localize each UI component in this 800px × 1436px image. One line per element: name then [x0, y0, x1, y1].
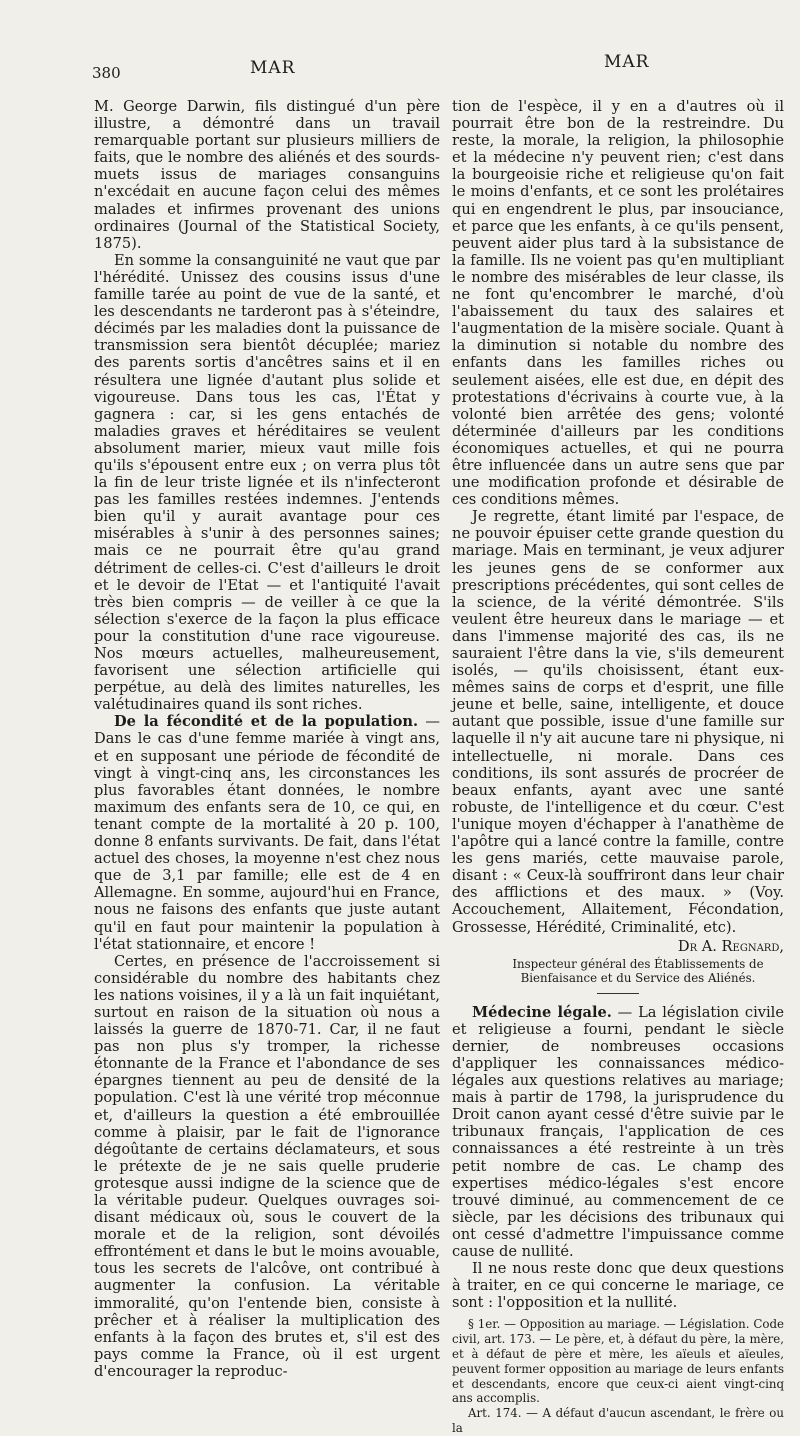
left-column: [94, 98, 440, 1380]
running-head-left: MAR: [250, 58, 296, 78]
legal-article-173: § 1er. — Opposition au mariage. — Législation. Code civil, art. 173. — Le père, et, à défaut du père, la mère, et à défaut de père et mère, les aïeuls et aïeules, peuvent former opposition au mariage de leurs enfants et descendants, encore que ceux-ci aient vingt-cinq ans accomplis.: [452, 1317, 784, 1406]
author-affiliation: Inspecteur général des Établissements de Bienfaisance et du Service des Aliénés.: [512, 956, 764, 985]
right-paragraph-3-body: — La législation civile et religieuse a fourni, pendant le siècle dernier, de nombreuses occasions d'appliquer les connaissances médico-légales aux questions relatives au mariage; mais à partir de 1798, la jurisprudence du Droit canon ayant cessé d'être suivie par le tribunaux français, l'application de ces connaissances a été restreinte à un très petit nombre de cas. Le champ des expertises médico-légales s'est encore trouvé diminué, au commencement de ce siècle, par les décisions des tribunaux qui ont cessé d'admettre l'impuissance comme cause de nullité.: [452, 1003, 784, 1260]
page-number: 380: [92, 64, 121, 82]
right-paragraph-4: Il ne nous reste donc que deux questions à traiter, en ce qui concerne le mariage, ce sont : l'opposition et la nullité.: [452, 1260, 784, 1312]
right-paragraph-2: Je regrette, étant limité par l'espace, de ne pouvoir épuiser cette grande question du mariage. Mais en terminant, je veux adjurer les jeunes gens de se conformer aux prescriptions précédentes, qui sont celles de la science, de la vérité démontrée. S'ils veulent être heureux dans le mariage — et dans l'immense majorité des cas, ils ne sauraient l'être dans la vie, s'ils demeurent isolés, — qu'ils choisissent, étant eux-mêmes sains de corps et d'esprit, une fille jeune et belle, saine, intelligente, et douce autant que possible, issue d'une famille sur laquelle il n'y ait aucune tare ni physique, ni intellectuelle, ni morale. Dans ces conditions, ils sont assurés de procréer de beaux enfants, ayant avec une santé robuste, de l'intelligence et du cœur. C'est l'unique moyen d'échapper à l'anathème de l'apôtre qui a lancé contre la famille, contre les gens mariés, cette mauvaise parole, disant : « Ceux-là souffriront dans leur chair des afflictions et des maux. » (Voy. Accouchement, Allaitement, Fécondation, Grossesse, Hérédité, Criminalité, etc).: [452, 508, 784, 936]
left-paragraph-2: En somme la consanguinité ne vaut que par l'hérédité. Unissez des cousins issus d'une famille tarée au point de vue de la santé, et les descendants ne tarderont pas à s'éteindre, décimés par les maladies dont la puissance de transmission sera bientôt décuplée; mariez des parents sortis d'ancêtres sains et il en résultera une lignée d'autant plus solide et vigoureuse. Dans tous les cas, l'État y gagnera : car, si les gens entachés de maladies graves et héréditaires se veulent absolument marier, mieux vaut mille fois qu'ils s'épousent entre eux ; on verra plus tôt la fin de leur triste lignée et ils n'infecteront pas les familles restées indemnes. J'entends bien qu'il y aurait avantage pour ces misérables à s'unir à des personnes saines; mais ce ne pourrait être qu'au grand détriment de celles-ci. C'est d'ailleurs le droit et le devoir de l'Etat — et l'antiquité l'avait très bien compris — de veiller à ce que la sélection s'exerce de la façon la plus efficace pour la constitution d'une race vigoureuse. Nos mœurs actuelles, malheureusement, favorisent une sélection artificielle qui perpétue, au delà des limites naturelles, les valétudinaires quand ils sont riches.: [94, 251, 440, 714]
legal-text-block: [452, 1317, 784, 1435]
left-paragraph-1: M. George Darwin, fils distingué d'un père illustre, a démontré dans un travail remarquable portant sur plusieurs milliers de faits, que le nombre des aliénés et des sourds-muets issus de mariages consanguins n'excédait en aucune façon celui des mêmes malades et infirmes provenant des unions ordinaires (Journal of the Statistical Society, 1875).: [94, 98, 440, 252]
right-paragraph-3: [452, 1004, 784, 1260]
section-heading-medecine-legale: Médecine légale.: [472, 1003, 612, 1021]
section-divider: [597, 993, 639, 994]
legal-article-174: Art. 174. — A défaut d'aucun ascendant, le frère ou la: [452, 1406, 784, 1435]
running-head-right: MAR: [604, 52, 650, 72]
left-paragraph-4: Certes, en présence de l'accroissement si considérable du nombre des habitants chez les nations voisines, il y a là un fait inquiétant, surtout en raison de la situation où nous a laissés la guerre de 1870-71. Car, il ne faut pas non plus s'y tromper, la richesse étonnante de la France et l'abondance de ses épargnes tiennent au peu de densité de la population. C'est là une vérité trop méconnue et, d'ailleurs la question a été embrouillée comme à plaisir, par le fait de l'ignorance dégoûtante de certains déclamateurs, et sous le prétexte de je ne sais quelle pruderie grotesque aussi indigne de la science que de la véritable pudeur. Quelques ouvrages soi-disant médicaux où, sous le couvert de la morale et de la religion, sont dévoilés effrontément et dans le but le moins avouable, tous les secrets de l'alcôve, ont contribué à augmenter la confusion. La véritable immoralité, qu'on l'entende bien, consiste à prêcher et à réaliser la multiplication des enfants à la façon des brutes et, s'il est des pays comme la France, où il est urgent d'encourager la reproduc-: [94, 952, 440, 1380]
left-paragraph-3-body: — Dans le cas d'une femme mariée à vingt ans, et en supposant une période de fécondité de vingt à vingt-cinq ans, les circonstances les plus favorables étant données, le nombre maximum des enfants sera de 10, ce qui, en tenant compte de la mortalité à 20 p. 100, donne 8 enfants survivants. De fait, dans l'état actuel des choses, la moyenne n'est chez nous que de 3,1 par famille; elle est de 4 en Allemagne. En somme, aujourd'hui en France, nous ne faisons des enfants que juste autant qu'il en faut pour maintenir la population à l'état stationnaire, et encore !: [94, 713, 440, 953]
right-column: [452, 98, 784, 1436]
left-paragraph-3: [94, 713, 440, 952]
section-heading-fecondite: De la fécondité et de la population.: [114, 713, 419, 731]
right-paragraph-1: tion de l'espèce, il y en a d'autres où il pourrait être bon de la restreindre. Du reste, la morale, la religion, la philosophie et la médecine n'y peuvent rien; c'est dans la bourgeoisie riche et religieuse qu'on fait le moins d'enfants, et ce sont les prolétaires qui en engendrent le plus, par insouciance, et parce que les enfants, à ce qu'ils pensent, peuvent aider plus tard à la subsistance de la famille. Ils ne voient pas qu'en multipliant le nombre des misérables de leur classe, ils ne font qu'encombrer le marché, d'où l'abaissement du taux des salaires et l'augmentation de la misère sociale. Quant à la diminution si notable du nombre des enfants dans les familles riches ou seulement aisées, elle est due, en dépit des protestations d'écrivains à courte vue, à la volonté bien arrêtée des gens; volonté déterminée d'ailleurs par les conditions économiques actuelles, et qui ne pourra être influencée dans un autre sens que par une modification profonde et désirable de ces conditions mêmes.: [452, 98, 784, 509]
author-signature: [452, 938, 784, 955]
author-name: Dr A. Regnard,: [677, 937, 784, 955]
